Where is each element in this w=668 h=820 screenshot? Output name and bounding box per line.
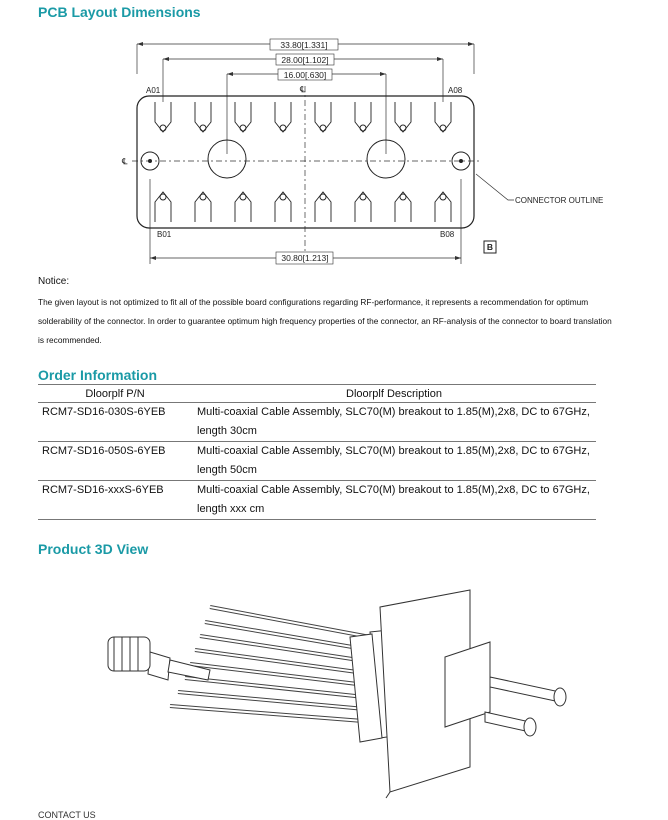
- pcb-layout-drawing: [0, 24, 668, 270]
- pcb-section-title: PCB Layout Dimensions: [38, 4, 201, 20]
- notice-title: Notice:: [38, 276, 70, 287]
- label-centerline-vertical: ℄: [300, 84, 306, 94]
- order-table: [38, 384, 596, 520]
- footer-cut-text: CONTACT US: [38, 810, 96, 820]
- dim-overall: 33.80[1.331]: [280, 40, 328, 50]
- label-a08: A08: [448, 86, 463, 95]
- row-pn: RCM7-SD16-xxxS-6YEB: [38, 481, 192, 520]
- label-connector-outline: CONNECTOR OUTLINE: [515, 196, 604, 205]
- view-marker-b: B: [486, 242, 494, 252]
- label-b01: B01: [157, 230, 172, 239]
- row-description: Multi-coaxial Cable Assembly, SLC70(M) breakout to 1.85(M),2x8, DC to 67GHz, length xxx cm: [192, 481, 596, 520]
- table-row: [38, 403, 596, 442]
- dim-pitch-inner: 16.00[.630]: [283, 70, 327, 80]
- connector-outline: [137, 96, 474, 228]
- product-3d-view: [90, 562, 630, 816]
- table-row: [38, 442, 596, 481]
- label-b08: B08: [440, 230, 455, 239]
- label-a01: A01: [146, 86, 161, 95]
- notice-block: [38, 276, 618, 350]
- header-description: Dloorplf Description: [192, 385, 596, 403]
- dim-pitch-outer: 28.00[1.102]: [281, 55, 329, 65]
- label-centerline-horizontal: ℄: [122, 156, 128, 166]
- table-header-row: [38, 385, 596, 403]
- notice-text: The given layout is not optimized to fit all of the possible board configurations regarding RF-performance, it represents a recommendation for optimum solderability of the connector. In order to guarantee optimum high frequency properties of the connector, an RF-analysis of the connector to board translation is recommended.: [38, 297, 612, 345]
- row-description: Multi-coaxial Cable Assembly, SLC70(M) breakout to 1.85(M),2x8, DC to 67GHz, length 50cm: [192, 442, 596, 481]
- row-description: Multi-coaxial Cable Assembly, SLC70(M) breakout to 1.85(M),2x8, DC to 67GHz, length 30cm: [192, 403, 596, 442]
- dim-bottom: 30.80[1.213]: [281, 253, 329, 263]
- view-section-title: Product 3D View: [38, 541, 149, 557]
- row-pn: RCM7-SD16-050S-6YEB: [38, 442, 192, 481]
- table-row: [38, 481, 596, 520]
- row-pn: RCM7-SD16-030S-6YEB: [38, 403, 192, 442]
- order-section-title: Order Information: [38, 367, 158, 383]
- header-pn: Dloorplf P/N: [38, 385, 192, 403]
